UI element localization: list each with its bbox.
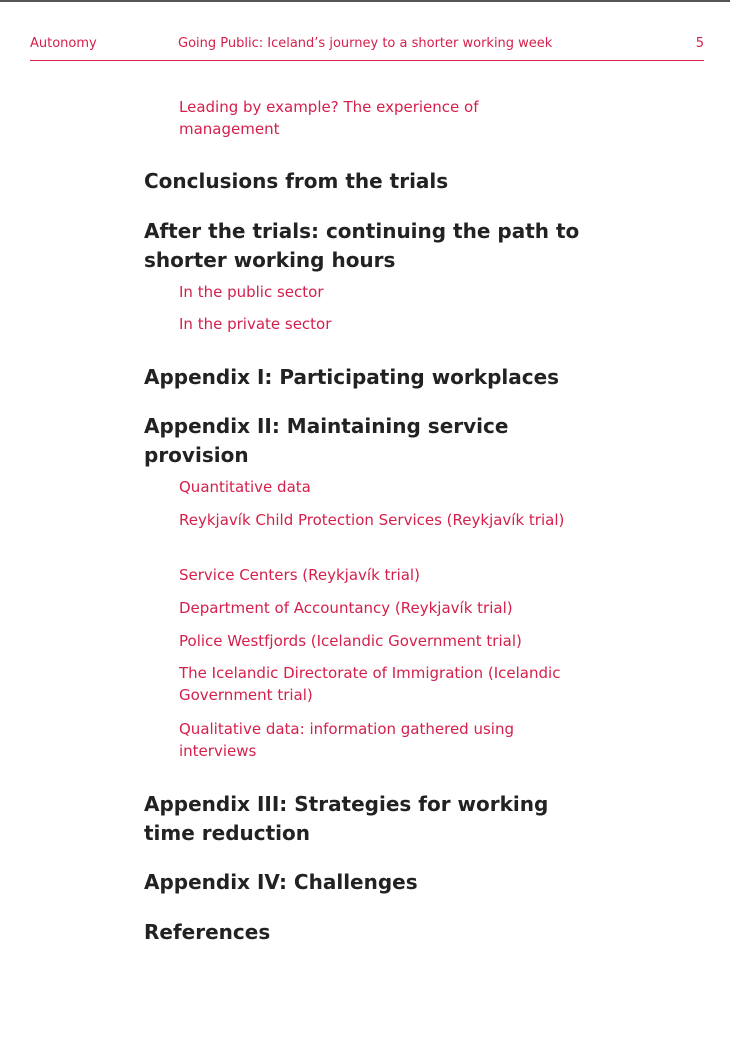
toc-entry-conclusions[interactable]: Conclusions from the trials: [144, 169, 449, 193]
toc-entry-child-protection[interactable]: Reykjavík Child Protection Services (Reykjavík trial): [179, 511, 565, 529]
toc-entry-police-westfjords[interactable]: Police Westfjords (Icelandic Government trial): [179, 632, 522, 650]
toc-entry-qualitative-data[interactable]: Qualitative data: information gathered using interviews: [179, 720, 514, 760]
toc-entry-after-the-trials[interactable]: After the trials: continuing the path to shorter working hours: [144, 219, 580, 272]
toc-entry-accountancy[interactable]: Department of Accountancy (Reykjavík trial): [179, 599, 513, 617]
page-header: [30, 36, 704, 61]
toc-entry-service-centers[interactable]: Service Centers (Reykjavík trial): [179, 566, 420, 584]
page-top-border: [0, 0, 730, 2]
toc-entry-references[interactable]: References: [144, 920, 271, 944]
toc-entry-leading-by-example[interactable]: Leading by example? The experience of management: [179, 98, 479, 138]
toc-entry-quantitative-data[interactable]: Quantitative data: [179, 478, 311, 496]
toc-entry-private-sector[interactable]: In the private sector: [179, 315, 332, 333]
toc-entry-directorate-of-immigration[interactable]: The Icelandic Directorate of Immigration (Icelandic Government trial): [179, 664, 561, 704]
header-publisher: Autonomy: [30, 36, 97, 51]
toc-entry-public-sector[interactable]: In the public sector: [179, 283, 324, 301]
toc-entry-appendix-4[interactable]: Appendix IV: Challenges: [144, 870, 418, 894]
toc-entry-appendix-1[interactable]: Appendix I: Participating workplaces: [144, 365, 560, 389]
header-title: Going Public: Iceland’s journey to a shorter working week: [178, 36, 553, 51]
toc-entry-appendix-3[interactable]: Appendix III: Strategies for working time reduction: [144, 792, 549, 845]
toc-entry-appendix-2[interactable]: Appendix II: Maintaining service provision: [144, 414, 509, 467]
page-number: 5: [695, 36, 704, 51]
